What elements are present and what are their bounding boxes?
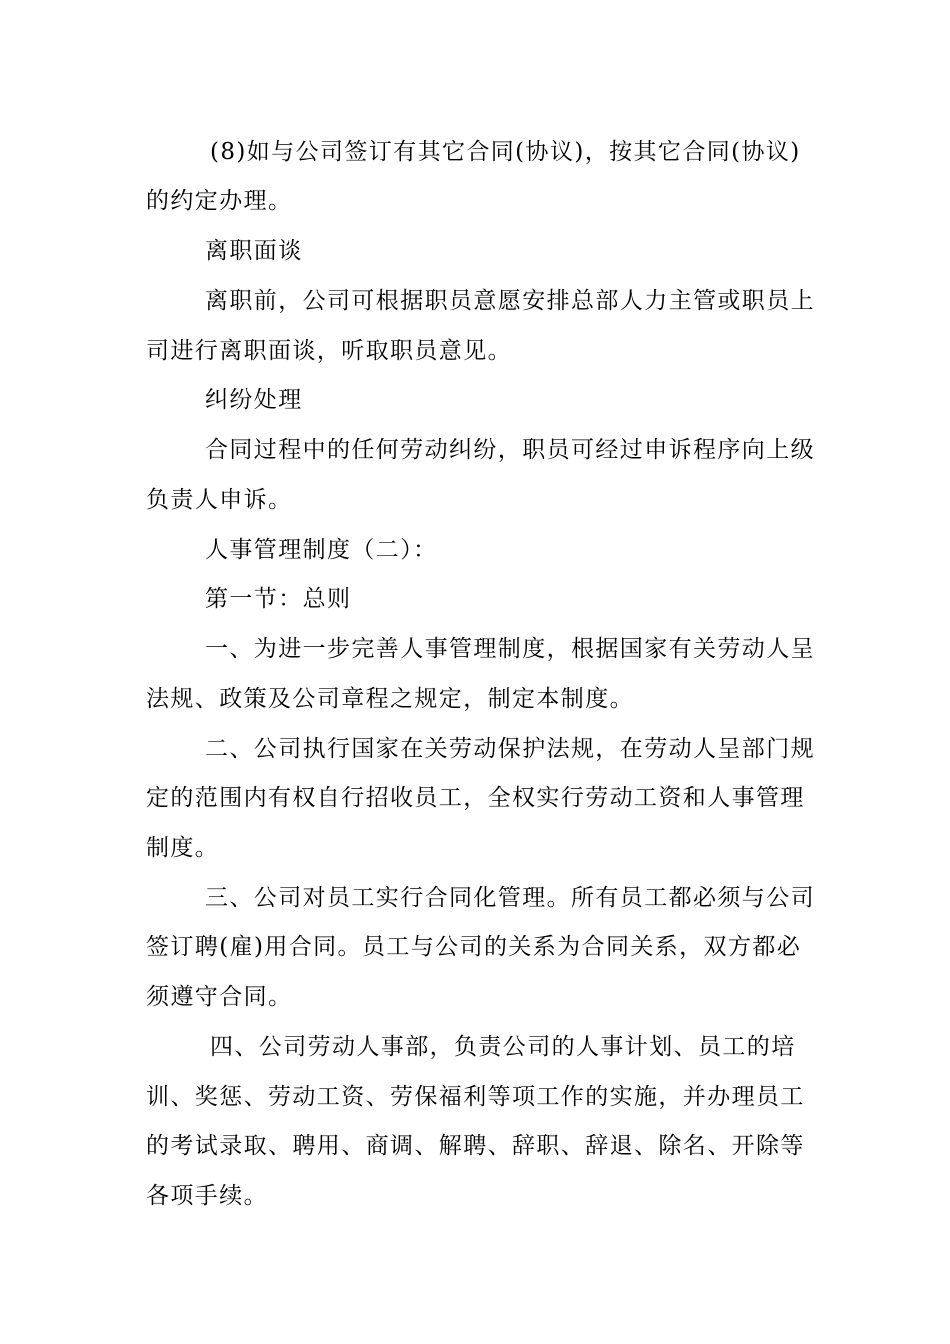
paragraph-line: 须遵守合同。 (146, 984, 293, 1010)
paragraph-line: (8)如与公司签订有其它合同(协议)，按其它合同(协议) (210, 139, 801, 165)
section-heading: 第一节：总则 (205, 586, 352, 612)
paragraph-line: 四、公司劳动人事部，负责公司的人事计划、员工的培 (210, 1034, 796, 1060)
paragraph-line: 离职前，公司可根据职员意愿安排总部人力主管或职员上 (205, 288, 815, 314)
paragraph-line: 司进行离职面谈，听取职员意见。 (146, 338, 512, 364)
paragraph-line: 的约定办理。 (146, 188, 293, 214)
section-heading: 人事管理制度（二）： (205, 537, 438, 563)
paragraph-line: 法规、政策及公司章程之规定，制定本制度。 (146, 686, 634, 712)
paragraph-line: 训、奖惩、劳动工资、劳保福利等项工作的实施，并办理员工 (146, 1084, 805, 1110)
paragraph-line: 三、公司对员工实行合同化管理。所有员工都必须与公司 (205, 885, 815, 911)
paragraph-line: 定的范围内有权自行招收员工，全权实行劳动工资和人事管理 (146, 785, 805, 811)
paragraph-line: 二、公司执行国家在关劳动保护法规，在劳动人呈部门规 (205, 736, 815, 762)
section-heading: 纠纷处理 (205, 387, 303, 413)
paragraph-line: 各项手续。 (146, 1183, 268, 1209)
section-heading: 离职面谈 (205, 238, 303, 264)
paragraph-line: 的考试录取、聘用、商调、解聘、辞职、辞退、除名、开除等 (146, 1133, 805, 1159)
paragraph-line: 签订聘(雇)用合同。员工与公司的关系为合同关系，双方都必 (146, 934, 802, 960)
paragraph-line: 一、为进一步完善人事管理制度，根据国家有关劳动人呈 (205, 636, 815, 662)
paragraph-line: 制度。 (146, 835, 220, 861)
paragraph-line: 合同过程中的任何劳动纠纷，职员可经过申诉程序向上级 (205, 437, 815, 463)
paragraph-line: 负责人申诉。 (146, 487, 293, 513)
